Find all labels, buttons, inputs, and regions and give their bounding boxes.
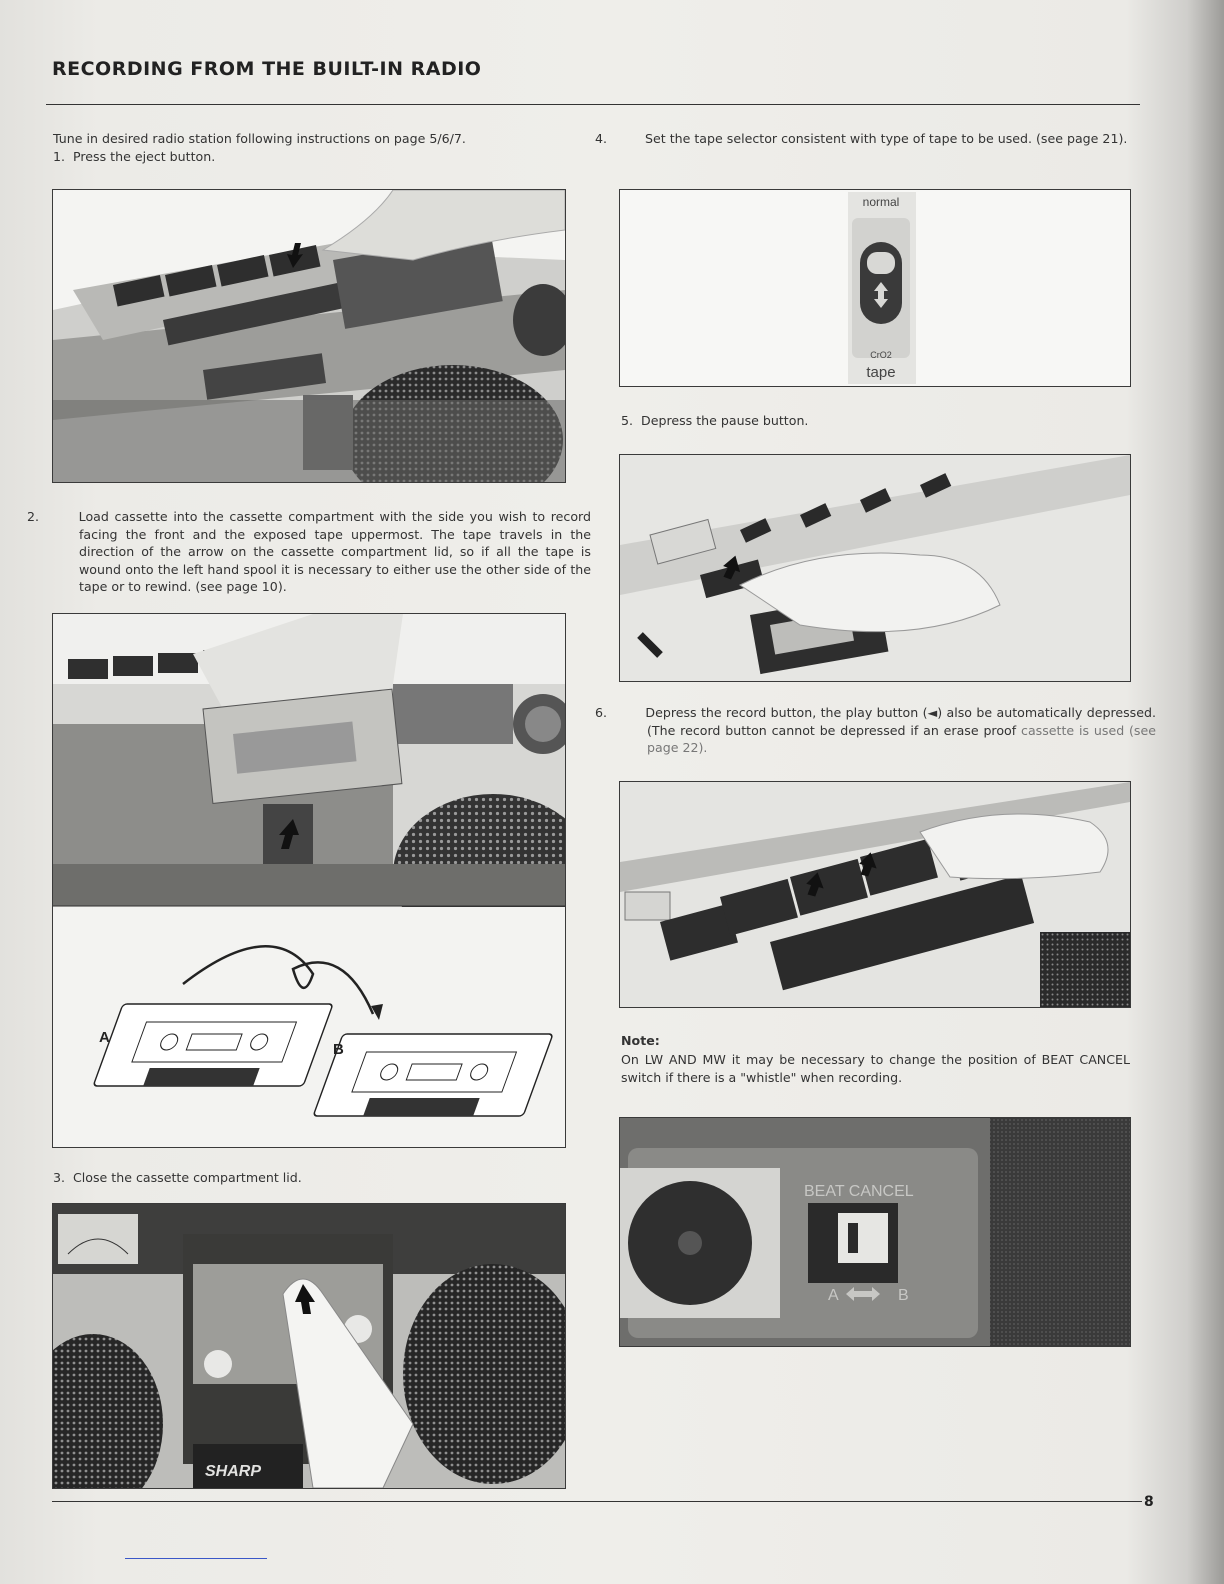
selector-bottom-label: tape bbox=[866, 364, 896, 381]
tape-selector-figure bbox=[619, 189, 1131, 387]
cassette-b-label: B bbox=[333, 1041, 344, 1058]
cassette-b-icon bbox=[313, 1034, 553, 1116]
footer-link-underline bbox=[125, 1558, 267, 1559]
step-5-text: Depress the pause button. bbox=[641, 413, 809, 428]
step-6-text-continued: cassette is used (see page 22). bbox=[647, 722, 1156, 756]
step-5-number: 5. bbox=[621, 413, 634, 428]
record-button-photo bbox=[619, 781, 1131, 1008]
step-1 bbox=[53, 148, 573, 166]
pause-button-photo bbox=[619, 454, 1131, 682]
step-4-text: Set the tape selector consistent with type of tape to be used. (see page 21). bbox=[645, 131, 1128, 146]
step-1-text: Press the eject button. bbox=[73, 149, 216, 164]
step-2-number: 2. bbox=[27, 509, 40, 524]
beat-cancel-label: BEAT CANCEL bbox=[804, 1183, 914, 1200]
beat-cancel-photo bbox=[619, 1117, 1131, 1347]
step-3 bbox=[53, 1169, 573, 1187]
step-4-number: 4. bbox=[595, 131, 608, 146]
step-2-text: Load cassette into the cassette compartment with the side you wish to record facing the front and the exposed tape uppermost. The tape travels in the direction of the arrow on the cassette compartment lid, so if all the tape is wound onto the left hand spool it is necessary to either use the other side of the tape or to rewind. (see page 10). bbox=[78, 509, 591, 595]
step-3-text: Close the cassette compartment lid. bbox=[73, 1170, 302, 1185]
note-text: On LW AND MW it may be necessary to change the position of BEAT CANCEL switch if there is a "whistle" when recording. bbox=[621, 1052, 1130, 1085]
step-5 bbox=[621, 412, 1129, 430]
step-2 bbox=[27, 508, 591, 596]
beat-cancel-switch[interactable] bbox=[838, 1213, 888, 1263]
intro-text: Tune in desired radio station following instructions on page 5/6/7. bbox=[53, 131, 466, 146]
selector-top-label: normal bbox=[862, 195, 900, 209]
step-1-number: 1. bbox=[53, 149, 66, 164]
selector-bottom-small: CrO2 bbox=[870, 350, 892, 360]
eject-button-photo bbox=[52, 189, 566, 483]
step-6 bbox=[595, 704, 1156, 757]
load-cassette-figure bbox=[52, 613, 566, 1148]
cassette-a-label: A bbox=[99, 1029, 110, 1046]
cassette-a-icon bbox=[93, 1004, 333, 1086]
footer-rule bbox=[52, 1501, 1142, 1502]
page-title: RECORDING FROM THE BUILT-IN RADIO bbox=[52, 58, 482, 80]
note-heading: Note: bbox=[621, 1033, 660, 1048]
page-number: 8 bbox=[1144, 1494, 1154, 1510]
brand-text: SHARP bbox=[205, 1463, 262, 1480]
step-3-number: 3. bbox=[53, 1170, 66, 1185]
step-4 bbox=[595, 130, 1155, 148]
step-6-text: Depress the record button, the play button (◄) also be automatically depressed. (The record button cannot be depressed if an erase proof bbox=[645, 705, 1156, 738]
switch-a-label: A bbox=[828, 1287, 839, 1304]
switch-b-label: B bbox=[898, 1287, 909, 1304]
header-rule bbox=[46, 104, 1140, 105]
step-6-number: 6. bbox=[595, 705, 608, 720]
close-lid-photo bbox=[52, 1203, 566, 1489]
